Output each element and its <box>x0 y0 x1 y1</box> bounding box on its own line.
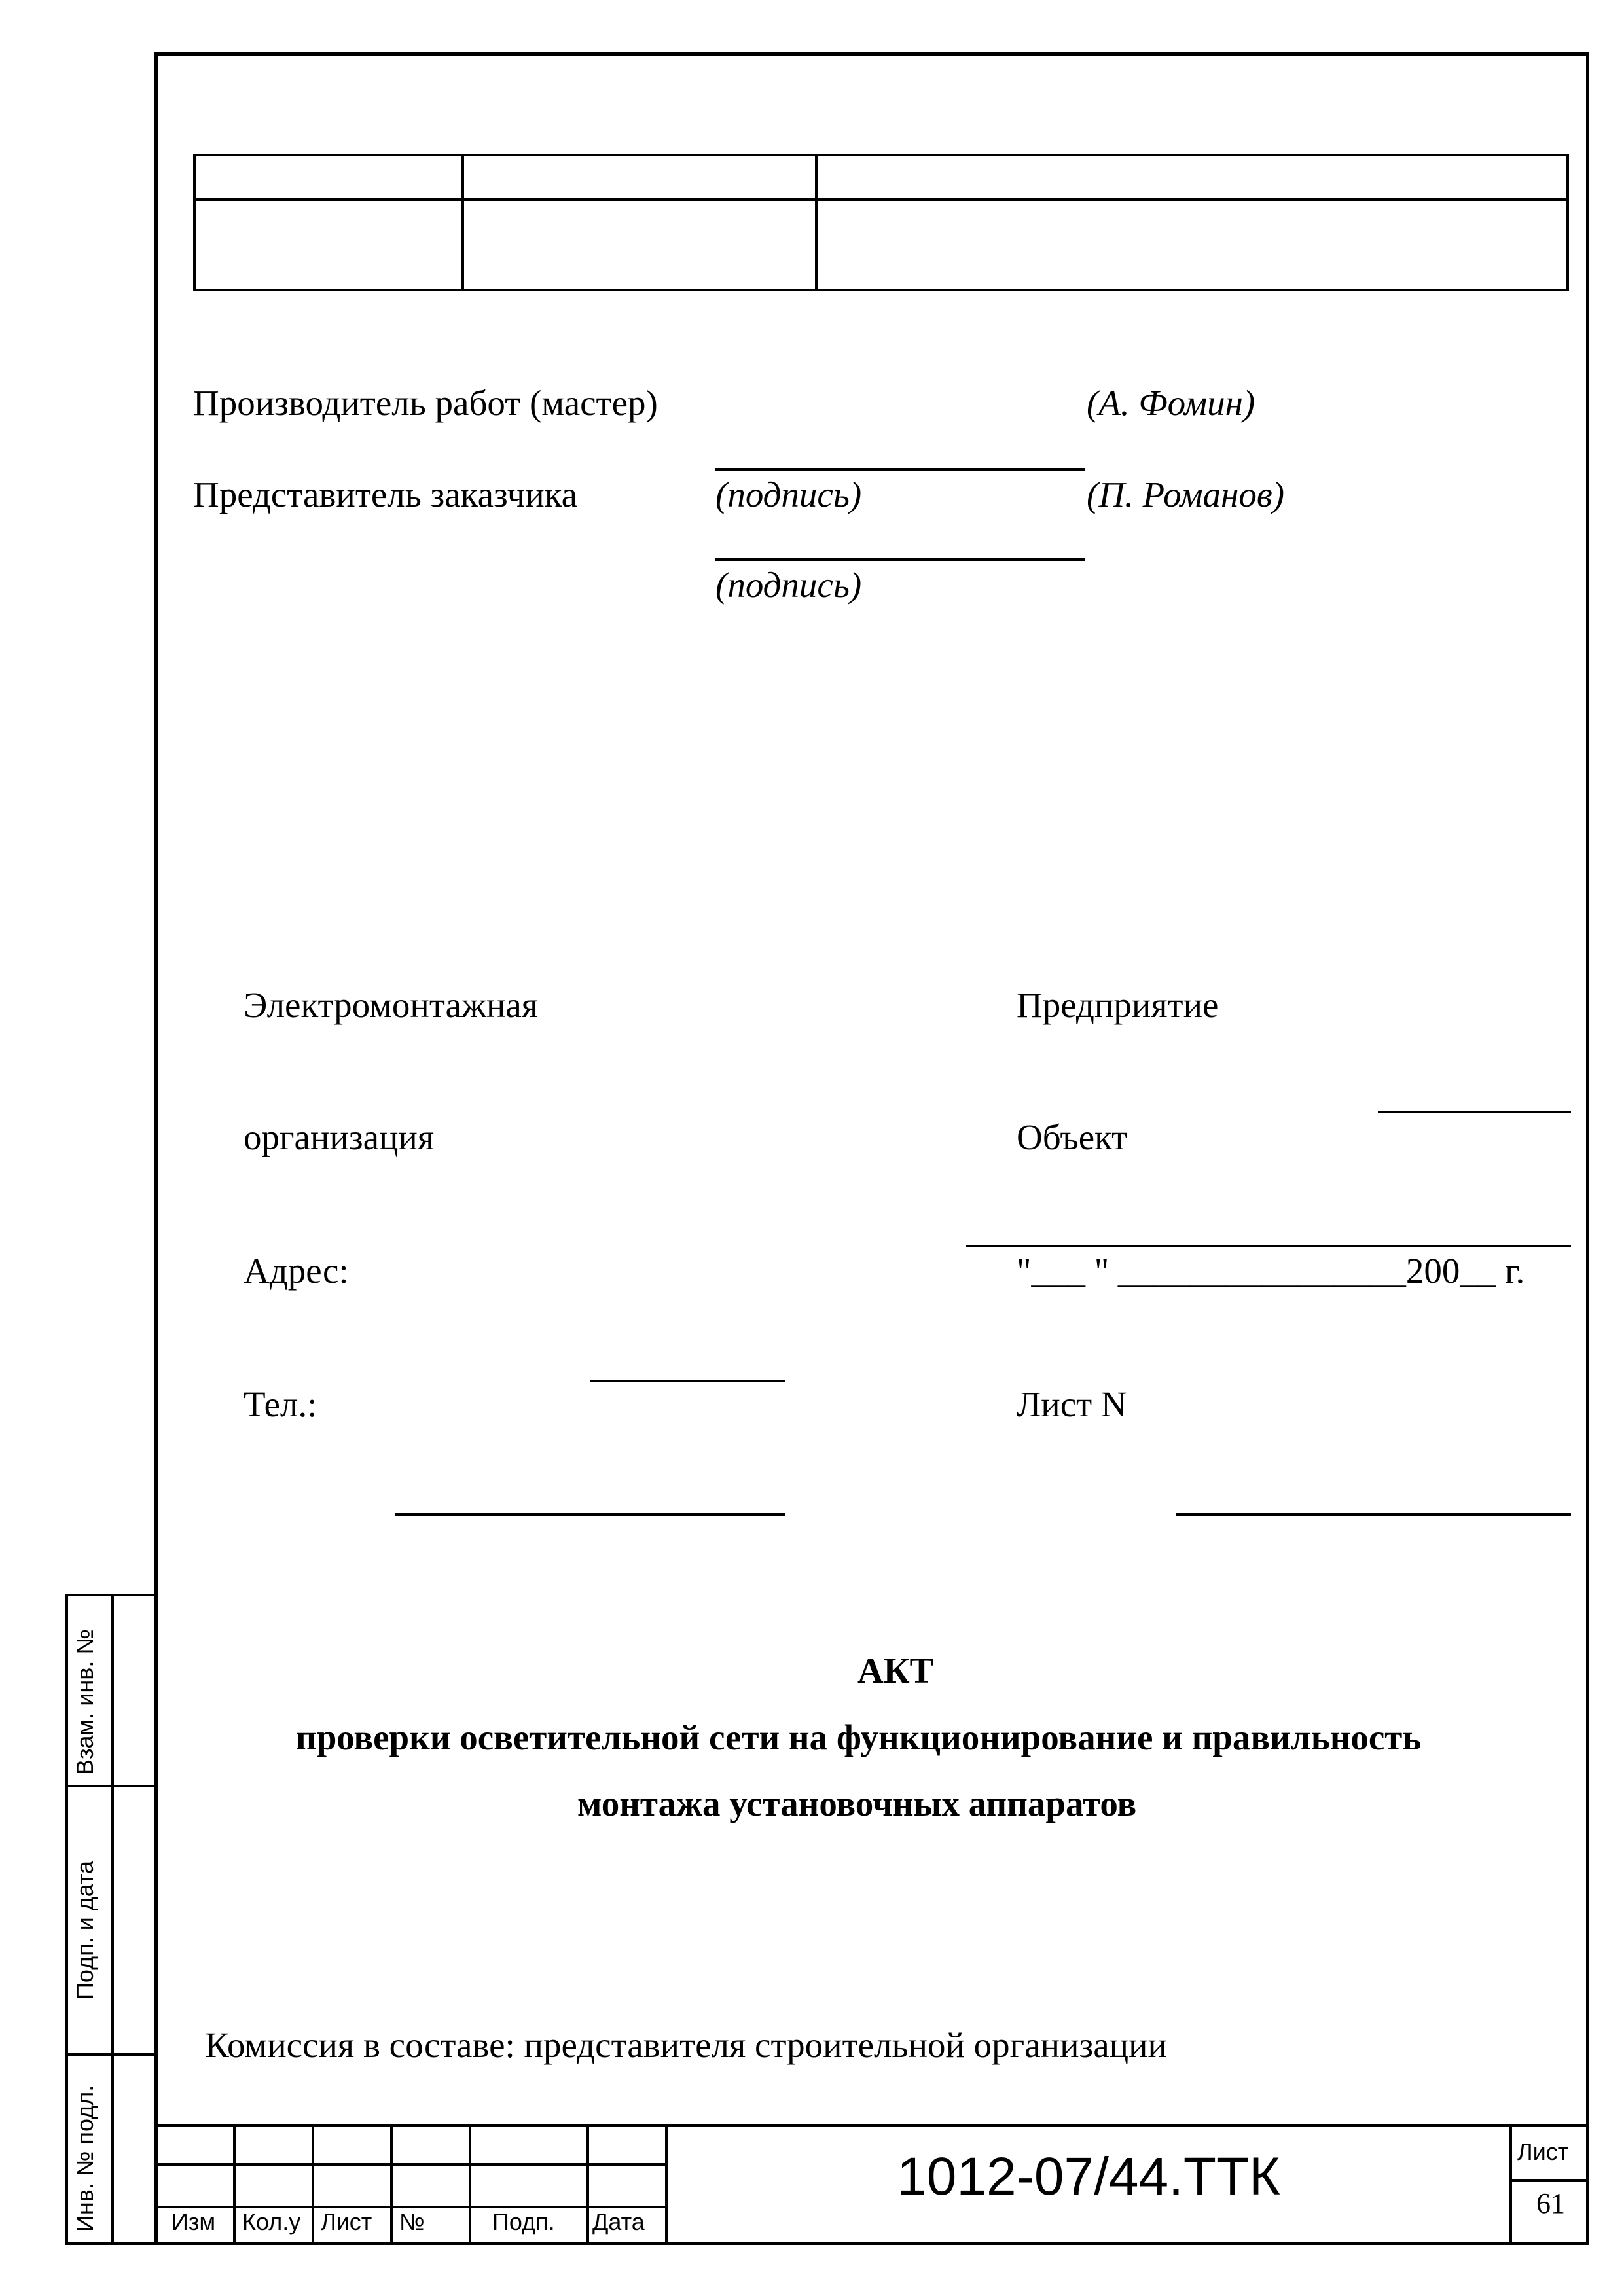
foreman-signature-line <box>715 468 1085 471</box>
phone-line-short <box>590 1380 785 1382</box>
column-date: Дата <box>592 2208 645 2235</box>
phone-label: Тел.: <box>244 1384 317 1424</box>
top-table <box>193 154 1569 291</box>
right-bottom-line <box>1176 1513 1571 1516</box>
title-line2: проверки осветительной сети на функционирование и правильность <box>296 1717 1422 1757</box>
org-label-line1: Электромонтажная <box>244 985 539 1025</box>
foreman-role: Производитель работ (мастер) <box>193 383 658 423</box>
customer-signature-line <box>715 558 1085 561</box>
title-act: АКТ <box>857 1651 934 1691</box>
title-line3: монтажа установочных аппаратов <box>577 1784 1137 1823</box>
customer-name: (П. Романов) <box>1087 475 1285 514</box>
commission-text: Комиссия в составе: представителя строительной организации <box>205 2025 1167 2065</box>
sheet-number: 61 <box>1536 2187 1565 2219</box>
column-list: Лист <box>321 2208 372 2235</box>
column-sign: Подп. <box>492 2208 555 2235</box>
column-kol: Кол.у <box>242 2208 301 2235</box>
enterprise-line <box>1378 1111 1571 1113</box>
side-inv-orig: Инв. № подл. <box>71 2085 98 2232</box>
object-line <box>966 1245 1571 1247</box>
customer-role: Представитель заказчика <box>193 475 578 514</box>
enterprise-label: Предприятие <box>1017 985 1219 1025</box>
sheet-label: Лист <box>1517 2138 1569 2165</box>
frame-top <box>154 52 1589 56</box>
sheet-number-label: Лист N <box>1017 1384 1127 1424</box>
foreman-name: (А. Фомин) <box>1087 383 1255 423</box>
left-bottom-line <box>395 1513 785 1516</box>
frame-right <box>1586 52 1589 2245</box>
object-label: Объект <box>1017 1117 1128 1157</box>
org-label-line2: организация <box>244 1117 435 1157</box>
column-izm: Изм <box>171 2208 216 2235</box>
column-no: № <box>399 2208 425 2235</box>
document-code: 1012-07/44.ТТК <box>897 2147 1280 2206</box>
address-label: Адрес: <box>244 1251 349 1291</box>
side-sign-date: Подп. и дата <box>71 1860 98 2000</box>
date-field: "___ " ________________200__ г. <box>1017 1251 1525 1291</box>
side-inv-replace: Взам. инв. № <box>71 1628 98 1775</box>
customer-signature-caption: (подпись) <box>715 565 862 605</box>
foreman-signature-caption: (подпись) <box>715 475 862 514</box>
